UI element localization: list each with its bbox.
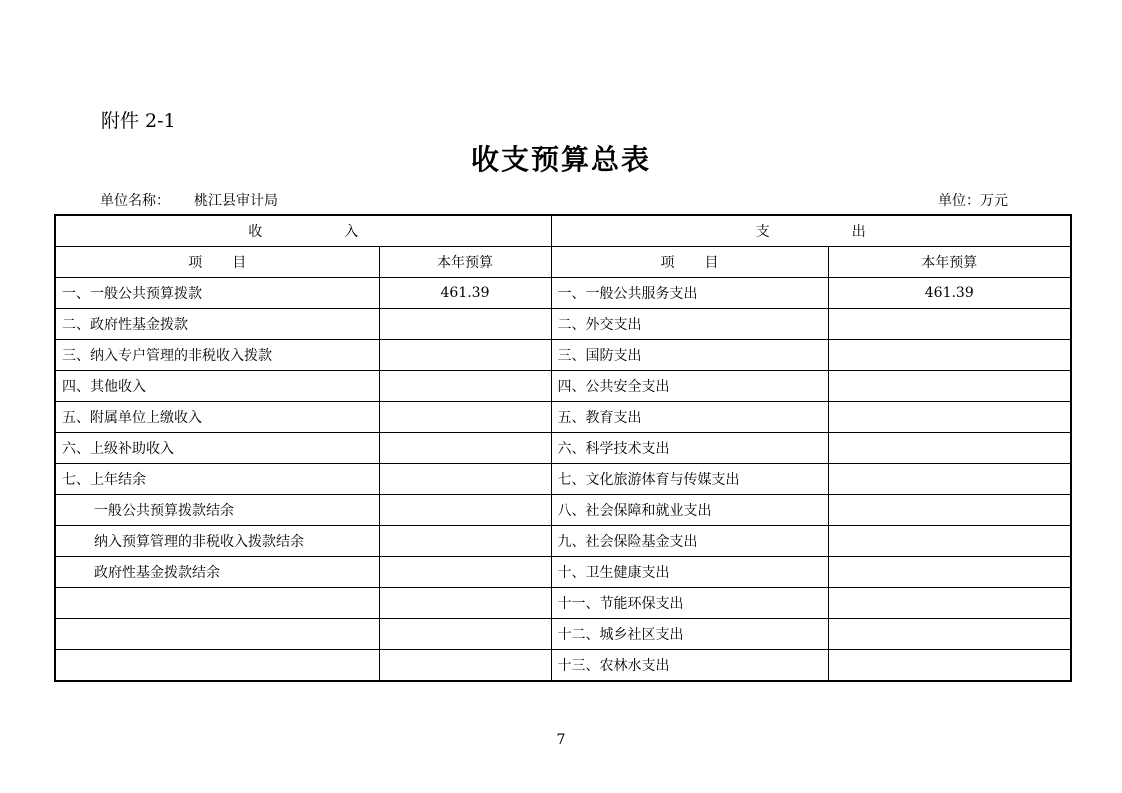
expense-budget-cell (828, 557, 1071, 588)
income-item-cell: 三、纳入专户管理的非税收入拨款 (55, 340, 379, 371)
income-budget-header: 本年预算 (379, 247, 551, 278)
expense-item-cell: 十三、农林水支出 (551, 650, 828, 682)
attachment-label: 附件 2-1 (101, 110, 176, 132)
unit-name-value: 桃江县审计局 (194, 193, 278, 209)
expense-budget-cell (828, 495, 1071, 526)
expense-budget-cell (828, 433, 1071, 464)
income-item-cell: 二、政府性基金拨款 (55, 309, 379, 340)
income-item-cell (55, 619, 379, 650)
expense-budget-cell (828, 309, 1071, 340)
expense-budget-cell (828, 650, 1071, 682)
table-row (55, 464, 1071, 495)
table-row (55, 557, 1071, 588)
income-item-cell: 四、其他收入 (55, 371, 379, 402)
table-row (55, 433, 1071, 464)
table-row (55, 619, 1071, 650)
expense-budget-cell (828, 526, 1071, 557)
table-row (55, 402, 1071, 433)
expense-item-cell: 九、社会保险基金支出 (551, 526, 828, 557)
expense-item-cell: 六、科学技术支出 (551, 433, 828, 464)
expense-item-cell: 七、文化旅游体育与传媒支出 (551, 464, 828, 495)
table-row (55, 309, 1071, 340)
income-section-header: 收 入 (55, 215, 551, 247)
table-row (55, 340, 1071, 371)
income-budget-cell (379, 650, 551, 682)
expense-item-cell: 八、社会保障和就业支出 (551, 495, 828, 526)
table-row (55, 526, 1071, 557)
page-number: 7 (556, 732, 566, 748)
income-budget-cell: 461.39 (379, 278, 551, 309)
income-budget-cell (379, 557, 551, 588)
expense-item-cell: 一、一般公共服务支出 (551, 278, 828, 309)
expense-budget-cell (828, 371, 1071, 402)
income-item-cell: 纳入预算管理的非税收入拨款结余 (55, 526, 379, 557)
expense-item-header: 项 目 (551, 247, 828, 278)
table-row (55, 371, 1071, 402)
expense-budget-cell (828, 588, 1071, 619)
expense-budget-cell (828, 402, 1071, 433)
unit-name-line (100, 190, 278, 210)
income-item-cell: 七、上年结余 (55, 464, 379, 495)
expense-item-cell: 二、外交支出 (551, 309, 828, 340)
table-row (55, 495, 1071, 526)
expense-budget-cell (828, 340, 1071, 371)
income-budget-cell (379, 371, 551, 402)
table-row (55, 588, 1071, 619)
income-budget-cell (379, 619, 551, 650)
income-budget-cell (379, 340, 551, 371)
income-item-cell: 一般公共预算拨款结余 (55, 495, 379, 526)
income-budget-cell (379, 433, 551, 464)
budget-summary-table (54, 214, 1072, 682)
section-header-row (55, 215, 1071, 247)
expense-budget-cell (828, 464, 1071, 495)
column-header-row (55, 247, 1071, 278)
income-item-cell: 五、附属单位上缴收入 (55, 402, 379, 433)
expense-budget-cell: 461.39 (828, 278, 1071, 309)
income-budget-cell (379, 588, 551, 619)
income-item-header: 项 目 (55, 247, 379, 278)
income-item-cell: 六、上级补助收入 (55, 433, 379, 464)
table-row (55, 650, 1071, 682)
income-budget-cell (379, 464, 551, 495)
expense-item-cell: 十、卫生健康支出 (551, 557, 828, 588)
income-item-cell (55, 650, 379, 682)
expense-budget-header: 本年预算 (828, 247, 1071, 278)
income-budget-cell (379, 526, 551, 557)
expense-item-cell: 十一、节能环保支出 (551, 588, 828, 619)
unit-label: 单位：万元 (938, 193, 1008, 209)
expense-item-cell: 十二、城乡社区支出 (551, 619, 828, 650)
income-item-cell (55, 588, 379, 619)
expense-item-cell: 四、公共安全支出 (551, 371, 828, 402)
income-budget-cell (379, 402, 551, 433)
income-budget-cell (379, 495, 551, 526)
expense-item-cell: 三、国防支出 (551, 340, 828, 371)
expense-item-cell: 五、教育支出 (551, 402, 828, 433)
table-row (55, 278, 1071, 309)
expense-section-header: 支 出 (551, 215, 1071, 247)
page-title: 收支预算总表 (470, 143, 651, 176)
unit-name-label: 单位名称： (100, 193, 170, 209)
expense-budget-cell (828, 619, 1071, 650)
income-item-cell: 一、一般公共预算拨款 (55, 278, 379, 309)
income-budget-cell (379, 309, 551, 340)
income-item-cell: 政府性基金拨款结余 (55, 557, 379, 588)
